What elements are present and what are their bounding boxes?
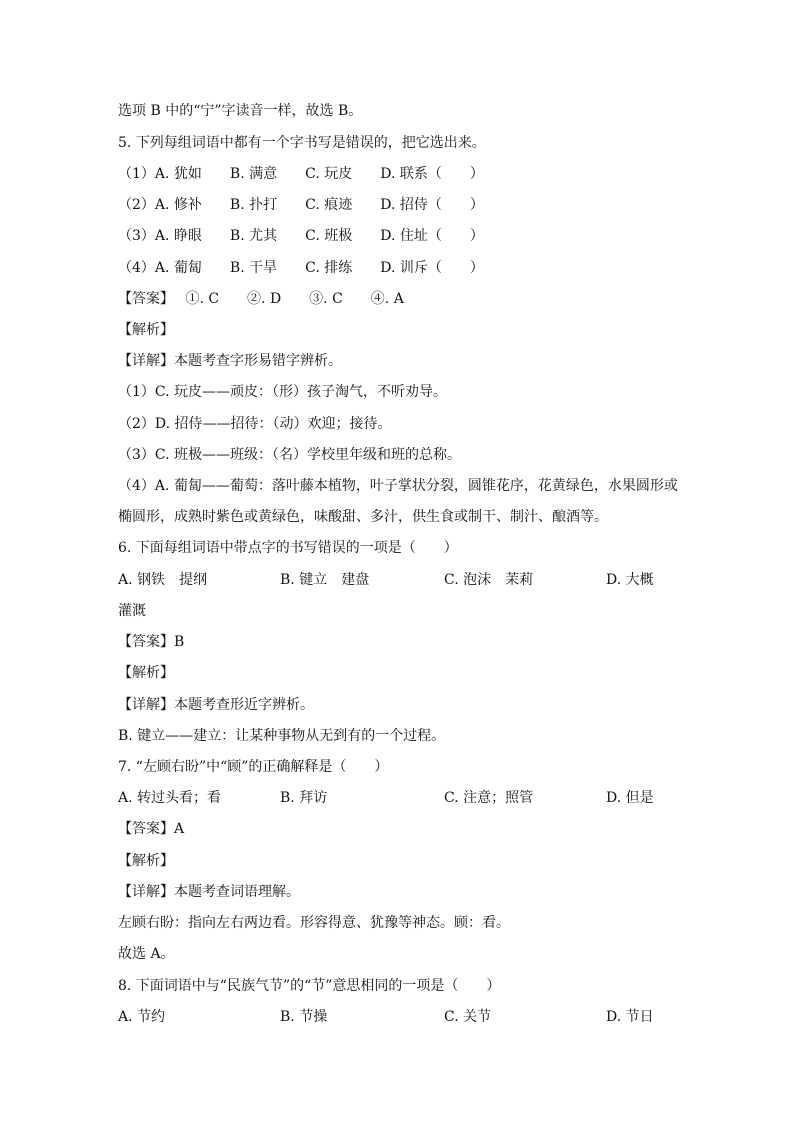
detail-text: （4）A. 葡匐——葡萄：落叶藤本植物，叶子掌状分裂，圆锥花序，花黄绿色，水果圆形或 bbox=[118, 478, 678, 494]
option-b: B. 拜访 bbox=[280, 790, 328, 806]
detail-text: （3）C. 班极——班级：（名）学校里年级和班的总称。 bbox=[118, 447, 462, 463]
option-a: A. 转过头看；看 bbox=[118, 790, 222, 806]
detail-text: 左顾右盼：指向左右两边看。形容得意、犹豫等神态。顾：看。 bbox=[118, 915, 510, 931]
question-8: 8. 下面词语中与“民族气节”的“节”意思相同的一项是（ ） bbox=[118, 978, 501, 994]
option-c: C. 关节 bbox=[444, 1009, 492, 1025]
detail-text: 【详解】本题考查形近字辨析。 bbox=[118, 697, 314, 713]
option-d: D. 节日 bbox=[606, 1009, 654, 1025]
detail-text: （1）C. 玩皮——顽皮：（形）孩子淘气，不听劝导。 bbox=[118, 384, 448, 400]
option-c: C. 泡沫 茉莉 bbox=[444, 572, 534, 588]
q5-group-2: （2）A. 修补 B. 扑打 C. 痕迹 D. 招侍（ ） bbox=[118, 197, 484, 213]
detail-text: 椭圆形，成熟时紫色或黄绿色，味酸甜、多汁，供生食或制干、制汁、酿酒等。 bbox=[118, 509, 608, 525]
detail-text: 故选 A。 bbox=[118, 946, 175, 962]
q5-group-3: （3）A. 睁眼 B. 尤其 C. 班极 D. 住址（ ） bbox=[118, 228, 484, 244]
text-line: 选项 B 中的“宁”字读音一样，故选 B。 bbox=[118, 103, 363, 119]
detail-text: （2）D. 招侍——招待：（动）欢迎；接待。 bbox=[118, 416, 392, 432]
detail-text: 【详解】本题考查词语理解。 bbox=[118, 884, 300, 900]
question-7: 7. “左顾右盼”中“顾”的正确解释是（ ） bbox=[118, 759, 389, 775]
answer-label: 【答案】A bbox=[118, 821, 185, 837]
question-5: 5. 下列每组词语中都有一个字书写是错误的，把它选出来。 bbox=[118, 135, 486, 151]
analysis-label: 【解析】 bbox=[118, 665, 174, 681]
option-b: B. 节操 bbox=[280, 1009, 328, 1025]
option-a: A. 节约 bbox=[118, 1009, 166, 1025]
question-6: 6. 下面每组词语中带点字的书写错误的一项是（ ） bbox=[118, 540, 458, 556]
option-d: D. 但是 bbox=[606, 790, 654, 806]
answer-label: 【答案】B bbox=[118, 634, 185, 650]
option-a: A. 钢铁 提纲 bbox=[118, 572, 208, 588]
analysis-label: 【解析】 bbox=[118, 322, 174, 338]
analysis-label: 【解析】 bbox=[118, 853, 174, 869]
q5-group-1: （1）A. 犹如 B. 满意 C. 玩皮 D. 联系（ ） bbox=[118, 166, 484, 182]
detail-text: B. 键立——建立：让某种事物从无到有的一个过程。 bbox=[118, 728, 446, 744]
option-d: D. 大概 bbox=[606, 572, 654, 588]
detail-text: 【详解】本题考查字形易错字辨析。 bbox=[118, 353, 342, 369]
text-line: 灌溉 bbox=[118, 603, 146, 619]
option-b: B. 键立 建盘 bbox=[280, 572, 370, 588]
option-c: C. 注意；照管 bbox=[444, 790, 534, 806]
q5-group-4: （4）A. 葡匐 B. 干旱 C. 排练 D. 训斥（ ） bbox=[118, 260, 484, 276]
answer-label: 【答案】 ①. C ②. D ③. C ④. A bbox=[118, 291, 404, 307]
